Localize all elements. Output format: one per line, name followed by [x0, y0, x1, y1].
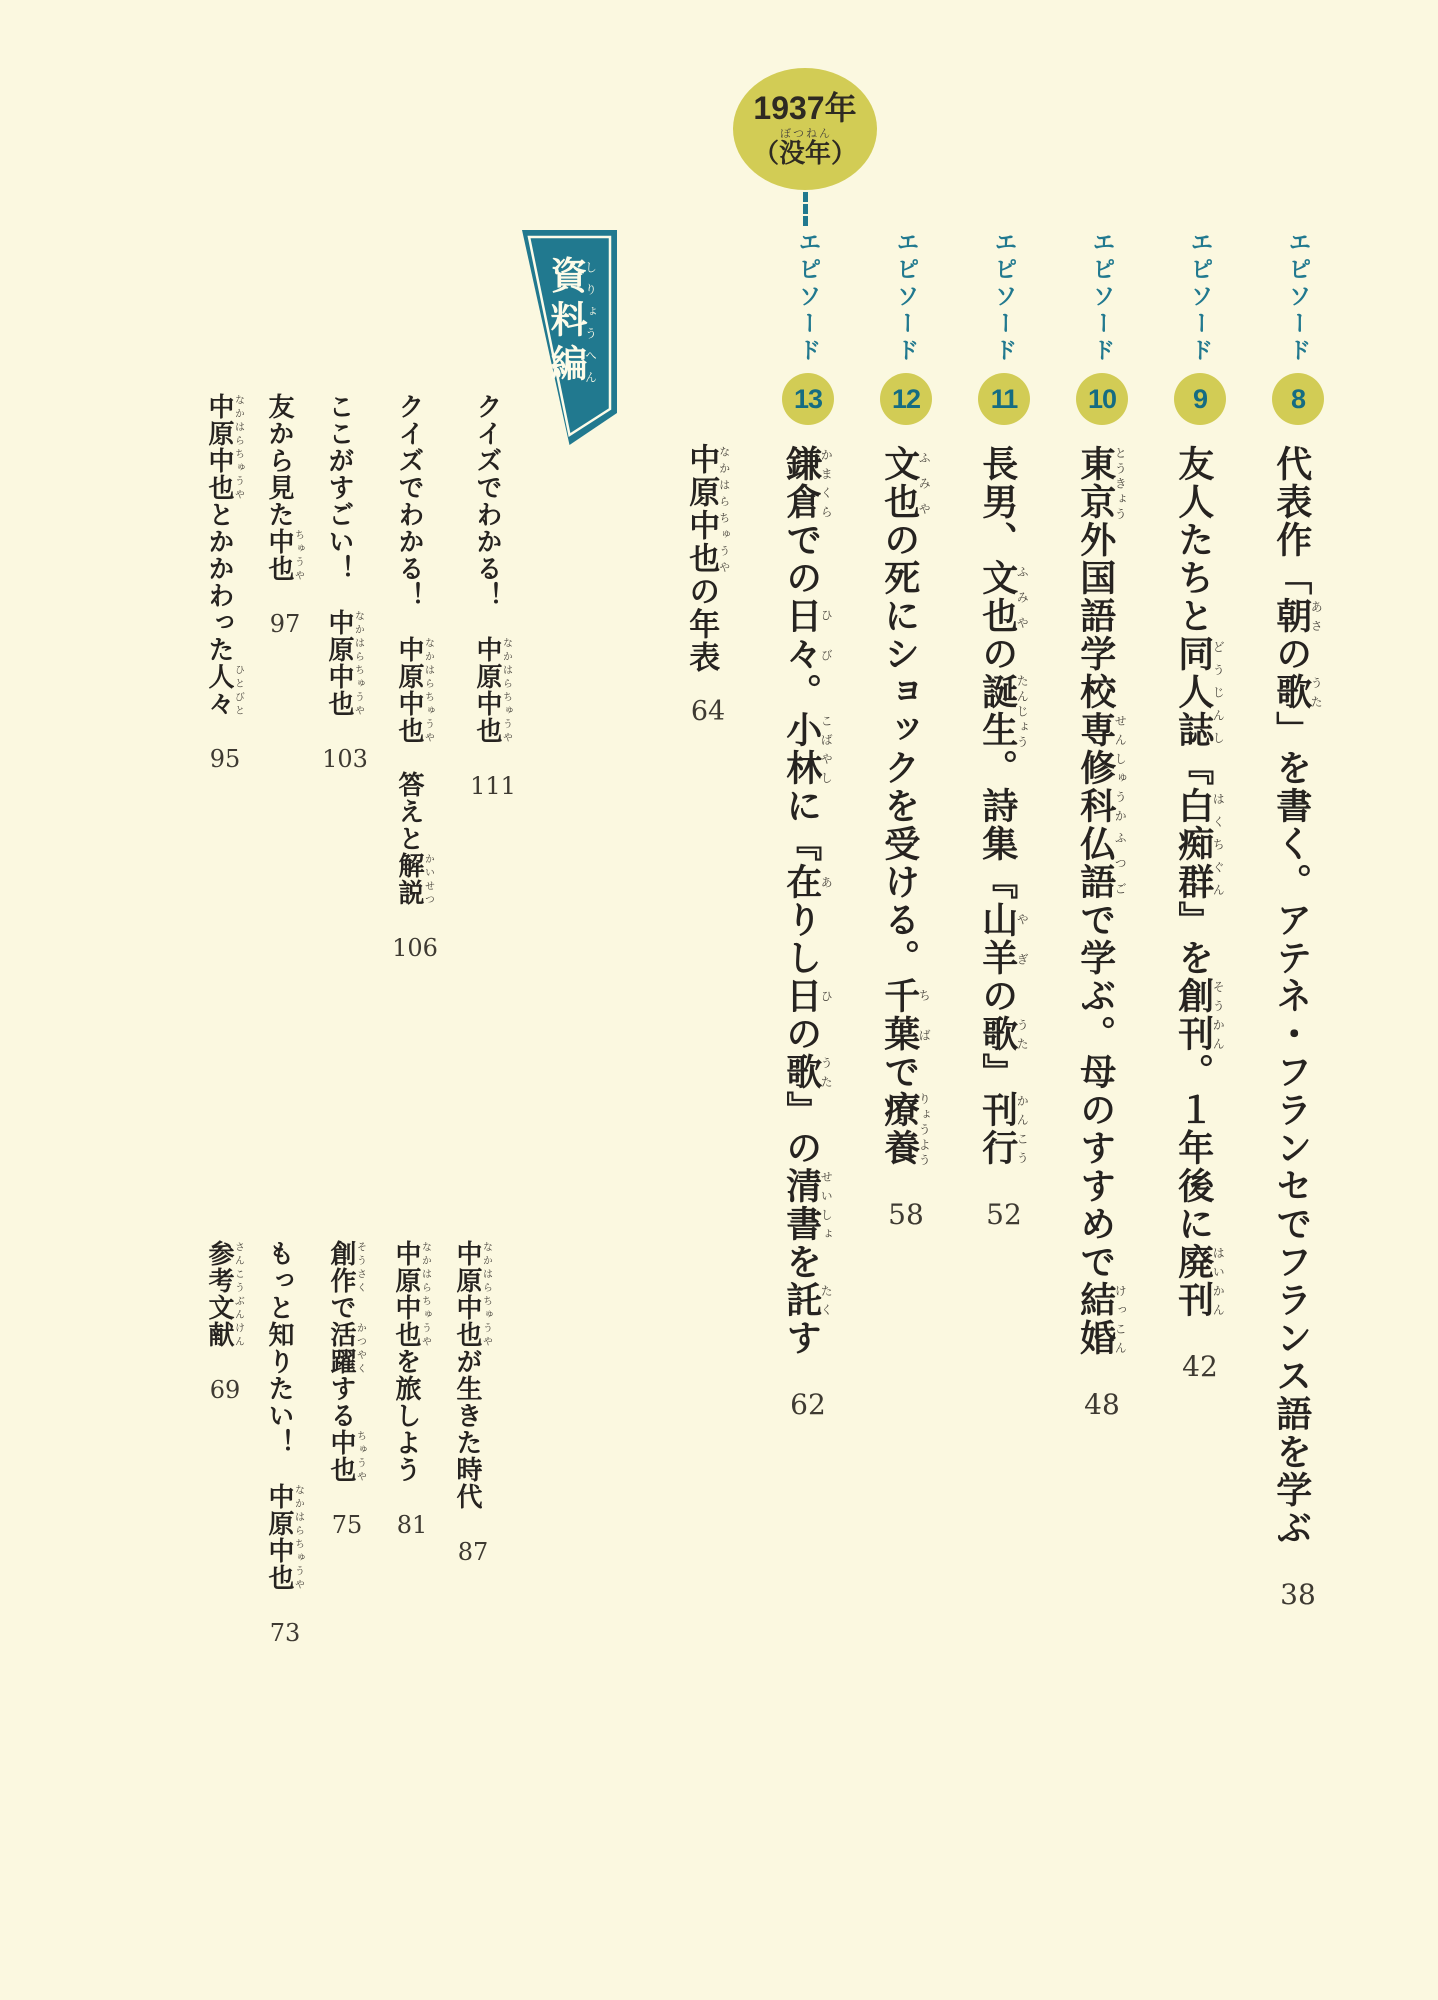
episode-title: 長男、文也ふみやの誕生たんじょう。詩集『山羊やぎの歌うた』刊行かんこう	[977, 445, 1030, 1167]
page-number: 64	[690, 696, 726, 727]
toc-item-title: ここがすごい！ 中原なかはら中也ちゅうや	[325, 393, 364, 717]
page-number: 38	[1280, 1578, 1316, 1611]
toc-item-title: 中原なかはら中也ちゅうやが生きた時代	[453, 1240, 492, 1510]
toc-item	[379, 393, 451, 960]
episode-number-badge: 12	[880, 373, 932, 425]
page-number: 103	[322, 745, 368, 773]
episode-title: 東京とうきょう外国語学校専修科せんしゅうか仏語ふつごで学ぶ。母のすすめで結婚けっこん	[1075, 445, 1128, 1357]
section-banner	[522, 230, 617, 445]
episode-label: エピソード	[893, 230, 920, 365]
episode-title: 友人たちと同人誌どうじんし『白痴群はくちぐん』を創刊そうかん。１年後に廃刊はいかん	[1173, 445, 1226, 1319]
episode-column-13	[760, 230, 856, 1419]
episode-column-8	[1250, 230, 1346, 1609]
chronology-title: 中原なかはら中也ちゅうやの年表	[684, 443, 730, 674]
toc-item-title: 創作そうさくで活躍かつやくする中也ちゅうや	[327, 1240, 366, 1483]
episode-title: 文也ふみやの死にショックを受ける。千葉ちばで療養りょうよう	[879, 445, 932, 1167]
episode-label: エピソード	[991, 230, 1018, 365]
page-number: 62	[790, 1388, 826, 1421]
page-number: 58	[888, 1198, 924, 1231]
death-year-badge	[733, 68, 877, 190]
toc-item-title: クイズでわかる！ 中原なかはら中也ちゅうや	[473, 393, 512, 744]
page-number: 81	[396, 1511, 428, 1539]
episode-label: エピソード	[795, 230, 822, 365]
episode-label: エピソード	[1285, 230, 1312, 365]
toc-item-title: 中原なかはら中也ちゅうやとかかわった人々ひとびと	[205, 393, 244, 717]
page-number: 75	[331, 1511, 363, 1539]
toc-item-title: 参考文献さんこうぶんけん	[205, 1240, 244, 1348]
section-banner-title: 資料編しりょうへん	[545, 256, 598, 388]
death-note-label: （没年ぼつねん）	[752, 127, 858, 168]
toc-item	[189, 1240, 261, 1402]
episode-title: 代表作「朝あさの歌うた」を書く。アテネ・フランセでフランス語を学ぶ	[1271, 445, 1324, 1547]
page-number: 48	[1084, 1388, 1120, 1421]
episode-column-11	[956, 230, 1052, 1229]
episode-number-badge: 10	[1076, 373, 1128, 425]
page-number: 69	[209, 1376, 241, 1404]
toc-item-title: 中原なかはら中也ちゅうやを旅しよう	[392, 1240, 431, 1483]
episode-number-badge: 8	[1272, 373, 1324, 425]
toc-item	[311, 1240, 383, 1537]
toc-item	[457, 393, 529, 798]
timeline-connector	[803, 192, 808, 226]
episode-label: エピソード	[1089, 230, 1116, 365]
toc-item-title: クイズでわかる！ 中原なかはら中也ちゅうや 答えと解説かいせつ	[395, 393, 434, 906]
episode-title: 鎌倉かまくらでの日々ひび。小林こばやしに『在ありし日ひの歌うた』の清書せいしょを託たくす	[781, 445, 834, 1357]
toc-item-title: もっと知りたい！ 中原なかはら中也ちゅうや	[265, 1240, 304, 1591]
episode-column-12	[858, 230, 954, 1229]
episode-label: エピソード	[1187, 230, 1214, 365]
toc-item	[376, 1240, 448, 1537]
page-number: 95	[209, 745, 241, 773]
page-number: 97	[269, 610, 301, 638]
page-number: 87	[457, 1538, 489, 1566]
episode-column-10	[1054, 230, 1150, 1419]
episode-column-9	[1152, 230, 1248, 1381]
episode-number-badge: 11	[978, 373, 1030, 425]
chronology-column	[660, 443, 756, 725]
page-number: 52	[986, 1198, 1022, 1231]
page-number: 111	[470, 772, 516, 800]
toc-item	[189, 393, 261, 771]
death-year-label: 1937年	[753, 90, 857, 127]
page-number: 106	[392, 934, 438, 962]
page-number: 73	[269, 1619, 301, 1647]
page-number: 42	[1182, 1350, 1218, 1383]
episode-number-badge: 9	[1174, 373, 1226, 425]
episode-number-badge: 13	[782, 373, 834, 425]
toc-item-title: 友から見た中也ちゅうや	[265, 393, 304, 582]
